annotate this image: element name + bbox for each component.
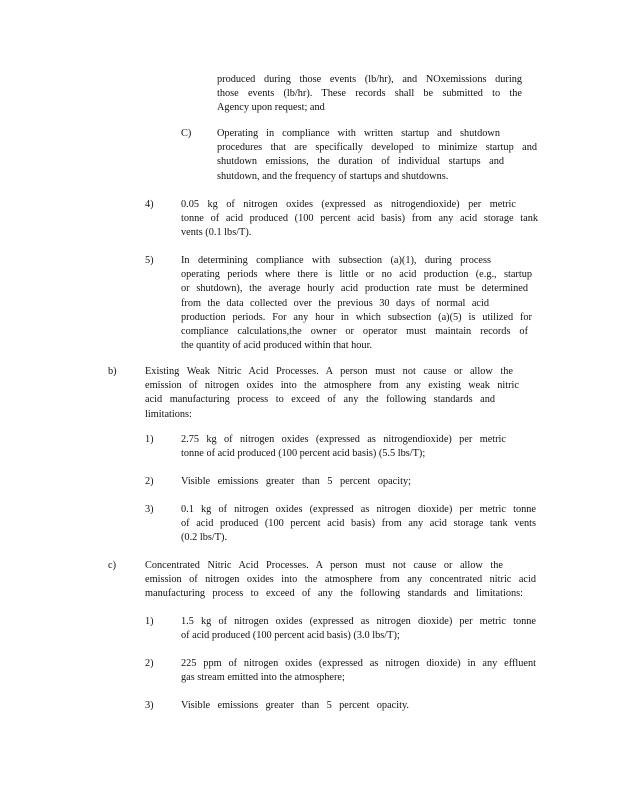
- text-line: Agency upon request; and: [217, 102, 325, 114]
- text-line: procedures that are specifically developed to minimize startup and: [217, 142, 537, 154]
- text-line: Visible emissions greater than 5 percent opacity.: [181, 700, 409, 711]
- text-line: shutdown, and the frequency of startups and shutdowns.: [217, 170, 449, 182]
- text-line: production periods. For any hour in which subsection (a)(5) is utilized for: [181, 311, 532, 323]
- text-line: acid manufacturing process to exceed of any the following standards and: [145, 394, 495, 406]
- c-1-label: 1): [145, 616, 154, 627]
- text-line: limitations:: [145, 408, 192, 420]
- text-line: 225 ppm of nitrogen oxides (expressed as nitrogen dioxide) in any effluent: [181, 658, 536, 669]
- item-C-text: [217, 127, 537, 184]
- item-5-label: 5): [145, 255, 154, 266]
- c-1-text: [181, 615, 536, 643]
- text-line: produced during those events (lb/hr), and NOxemissions during: [217, 74, 522, 85]
- text-line: manufacturing process to exceed of any the following standards and limitations:: [145, 588, 523, 600]
- item-4-text: [181, 198, 538, 241]
- b-2-text: [181, 475, 411, 489]
- text-line: of acid produced (100 percent acid basis) from any acid storage tank vents: [181, 518, 536, 530]
- b-3-label: 3): [145, 504, 154, 515]
- text-line: In determining compliance with subsection (a)(1), during process: [181, 255, 491, 266]
- c-3-label: 3): [145, 700, 154, 711]
- text-line: tonne of acid produced (100 percent acid basis) (5.5 lbs/T);: [181, 448, 426, 460]
- b-1-label: 1): [145, 434, 154, 445]
- text-line: 1.5 kg of nitrogen oxides (expressed as nitrogen dioxide) per metric tonne: [181, 616, 536, 627]
- b-1-text: [181, 433, 511, 461]
- text-line: from the data collected over the previous 30 days of normal acid: [181, 297, 489, 309]
- section-c-label: c): [108, 560, 116, 571]
- item-5-text: [181, 254, 532, 353]
- text-line: tonne of acid produced (100 percent acid basis) from any acid storage tank: [181, 213, 538, 225]
- c-3-text: [181, 699, 409, 713]
- text-line: Existing Weak Nitric Acid Processes. A person must not cause or allow the: [145, 366, 513, 377]
- b-3-text: [181, 503, 536, 546]
- item-B-continuation: [217, 73, 522, 116]
- text-line: 2.75 kg of nitrogen oxides (expressed as nitrogendioxide) per metric: [181, 434, 506, 445]
- text-line: or shutdown), the average hourly acid production rate must be determined: [181, 283, 528, 295]
- text-line: operating periods where there is little or no acid production (e.g., startup: [181, 269, 532, 281]
- text-line: the quantity of acid produced within that hour.: [181, 340, 373, 352]
- b-2-label: 2): [145, 476, 154, 487]
- text-line: those events (lb/hr). These records shall be submitted to the: [217, 88, 522, 100]
- item-4-label: 4): [145, 199, 154, 210]
- text-line: (0.2 lbs/T).: [181, 532, 228, 544]
- text-line: 0.05 kg of nitrogen oxides (expressed as nitrogendioxide) per metric: [181, 199, 516, 210]
- c-2-label: 2): [145, 658, 154, 669]
- text-line: Concentrated Nitric Acid Processes. A person must not cause or allow the: [145, 560, 503, 571]
- item-C-label: C): [181, 128, 192, 139]
- text-line: shutdown emissions, the duration of individual startups and: [217, 156, 504, 168]
- section-b-label: b): [108, 366, 117, 377]
- text-line: vents (0.1 lbs/T).: [181, 227, 252, 239]
- section-c-text: [145, 559, 536, 602]
- text-line: 0.1 kg of nitrogen oxides (expressed as nitrogen dioxide) per metric tonne: [181, 504, 536, 515]
- text-line: Operating in compliance with written startup and shutdown: [217, 128, 500, 139]
- text-line: compliance calculations,the owner or operator must maintain records of: [181, 326, 528, 338]
- c-2-text: [181, 657, 536, 685]
- text-line: Visible emissions greater than 5 percent opacity;: [181, 476, 411, 487]
- text-line: of acid produced (100 percent acid basis) (3.0 lbs/T);: [181, 630, 400, 642]
- text-line: emission of nitrogen oxides into the atmosphere from any concentrated nitric acid: [145, 574, 536, 586]
- section-b-text: [145, 365, 519, 422]
- text-line: gas stream emitted into the atmosphere;: [181, 672, 345, 684]
- text-line: emission of nitrogen oxides into the atmosphere from any existing weak nitric: [145, 380, 519, 392]
